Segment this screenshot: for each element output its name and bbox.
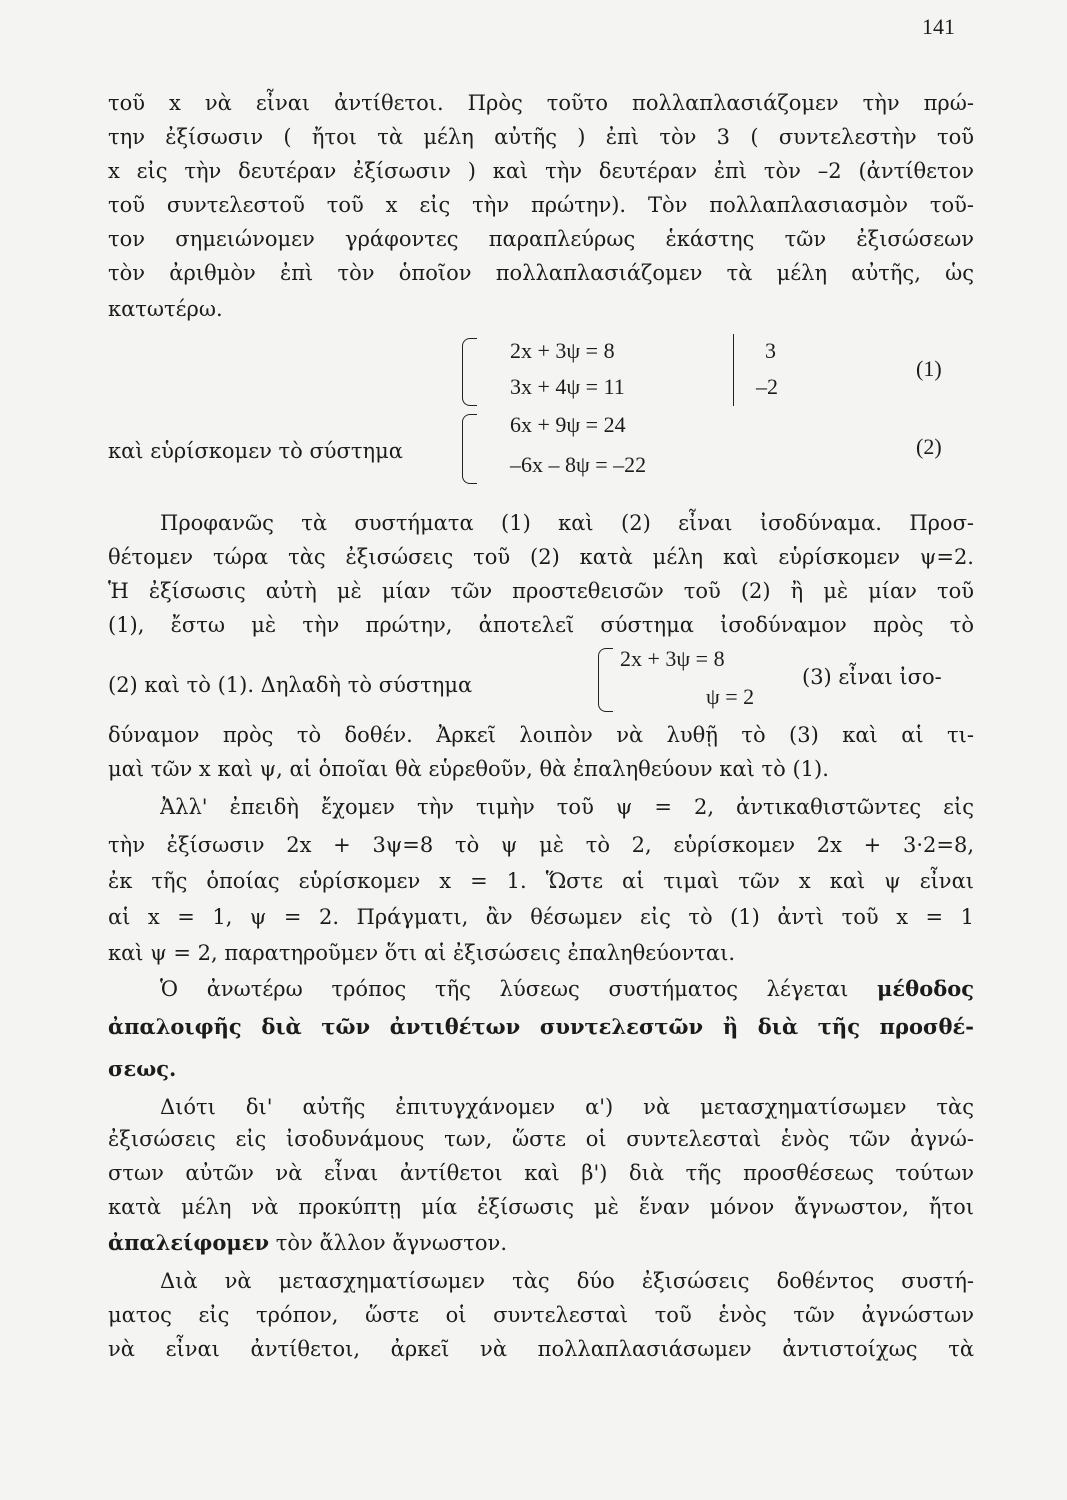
text-line: ἐκ τῆς ὁποίας εὑρίσκομεν x = 1. Ὥστε αἱ τιμαὶ τῶν x καὶ ψ εἶναι [108,869,974,893]
equation: 2x + 3ψ = 8 [510,338,615,363]
text-line: κατωτέρω. [108,297,223,321]
text-line: καὶ ψ = 2, παρατηροῦμεν ὅτι αἱ ἐξισώσεις ἐπαληθεύονται. [108,941,735,965]
text-line: θέτομεν τώρα τὰς ἐξισώσεις τοῦ (2) κατὰ μέλη καὶ εὑρίσκομεν ψ=2. [108,545,974,569]
text-line: κατὰ μέλη νὰ προκύπτῃ μία ἐξίσωσις μὲ ἕναν μόνον ἄγνωστον, ἤτοι [108,1195,974,1219]
text-line [108,1226,974,1260]
text-line: ἐξισώσεις εἰς ἰσοδυνάμους των, ὥστε οἱ συντελεσταὶ ἑνὸς τῶν ἀγνώ- [108,1127,974,1151]
text-line: Ἡ ἐξίσωσις αὐτὴ μὲ μίαν τῶν προστεθεισῶν τοῦ (2) ἢ μὲ μίαν τοῦ [108,579,974,603]
text-line: x εἰς τὴν δευτέραν ἐξίσωσιν ) καὶ τὴν δευτέραν ἐπὶ τὸν –2 (ἀντίθετον [108,159,974,183]
text-line: νὰ εἶναι ἀντίθετοι, ἀρκεῖ νὰ πολλαπλασιάσωμεν ἀντιστοίχως τὰ [108,1337,974,1361]
system-label: (2) [916,434,942,459]
text-line [108,1052,974,1086]
equation: ψ = 2 [706,684,755,709]
text-line: δύναμον πρὸς τὸ δοθέν. Ἀρκεῖ λοιπὸν νὰ λυθῇ τὸ (3) καὶ αἱ τι- [108,723,974,747]
text-line: τοῦ x νὰ εἶναι ἀντίθετοι. Πρὸς τοῦτο πολλαπλασιάζομεν τὴν πρώ- [108,91,974,115]
system-label: (1) [916,356,942,381]
text-line: αἱ x = 1, ψ = 2. Πράγματι, ἂν θέσωμεν εἰς τὸ (1) ἀντὶ τοῦ x = 1 [108,905,974,929]
left-brace [598,648,613,712]
text-line: (1), ἔστω μὲ τὴν πρώτην, ἀποτελεῖ σύστημα ἰσοδύναμον πρὸς τὸ [108,613,974,637]
text-line: Προφανῶς τὰ συστήματα (1) καὶ (2) εἶναι ἰσοδύναμα. Προσ- [160,511,974,535]
left-brace [462,414,477,484]
text-fragment: (2) καὶ τὸ (1). Δηλαδὴ τὸ σύστημα [108,673,473,697]
equation: –6x – 8ψ = –22 [510,452,647,477]
text-line: την ἐξίσωσιν ( ἤτοι τὰ μέλη αὐτῆς ) ἐπὶ τὸν 3 ( συντελεστὴν τοῦ [108,125,974,149]
text-fragment: τὸν ἄλλον ἄγνωστον. [275,1231,507,1255]
text-line: μαὶ τῶν x καὶ ψ, αἱ ὁποῖαι θὰ εὑρεθοῦν, θὰ ἐπαληθεύουν καὶ τὸ (1). [108,757,829,781]
text-line: Ἀλλ' ἐπειδὴ ἔχομεν τὴν τιμὴν τοῦ ψ = 2, ἀντικαθιστῶντες εἰς [160,795,974,819]
multiplier-separator [733,334,734,406]
text-line: Διὰ νὰ μετασχηματίσωμεν τὰς δύο ἐξισώσεις δοθέντος συστή- [160,1269,974,1293]
equation: 2x + 3ψ = 8 [620,646,725,671]
left-brace [462,338,477,406]
text-line: τὴν ἐξίσωσιν 2x + 3ψ=8 τὸ ψ μὲ τὸ 2, εὑρίσκομεν 2x + 3·2=8, [108,833,974,857]
equation: 3x + 4ψ = 11 [510,374,625,399]
text-line [108,1010,974,1044]
bold-term: μέθοδος [877,976,974,1001]
text-line: τοῦ συντελεστοῦ τοῦ x εἰς τὴν πρώτην). Τὸν πολλαπλασιασμὸν τοῦ- [108,193,974,217]
text-fragment: Ὁ ἀνωτέρω τρόπος τῆς λύσεως συστήματος λέγεται [160,977,849,1001]
page-number: 141 [922,14,955,39]
bold-term: ἀπαλοιφῆς διὰ τῶν ἀντιθέτων συντελεστῶν ἢ διὰ τῆς προσθέ- [108,1014,974,1039]
bold-term: ἀπαλείφομεν [108,1230,270,1255]
text-line: στων αὐτῶν νὰ εἶναι ἀντίθετοι καὶ β') διὰ τῆς προσθέσεως τούτων [108,1161,974,1185]
text-line: Διότι δι' αὐτῆς ἐπιτυγχάνομεν α') νὰ μετασχηματίσωμεν τὰς [160,1095,974,1119]
text-line: τον σημειώνομεν γράφοντες παραπλεύρως ἑκάστης τῶν ἐξισώσεων [108,227,974,251]
text-fragment: καὶ εὑρίσκομεν τὸ σύστημα [108,439,403,463]
text-line: τὸν ἀριθμὸν ἐπὶ τὸν ὁποῖον πολλαπλασιάζομεν τὰ μέλη αὐτῆς, ὡς [108,261,974,285]
text-fragment: (3) εἶναι ἰσο- [802,665,942,689]
equation: 6x + 9ψ = 24 [510,412,626,437]
text-line [160,972,974,1006]
multiplier: –2 [756,374,778,399]
text-line: ματος εἰς τρόπον, ὥστε οἱ συντελεσταὶ τοῦ ἑνὸς τῶν ἀγνώστων [108,1303,974,1327]
multiplier: 3 [765,338,776,363]
bold-term: σεως. [108,1056,177,1081]
